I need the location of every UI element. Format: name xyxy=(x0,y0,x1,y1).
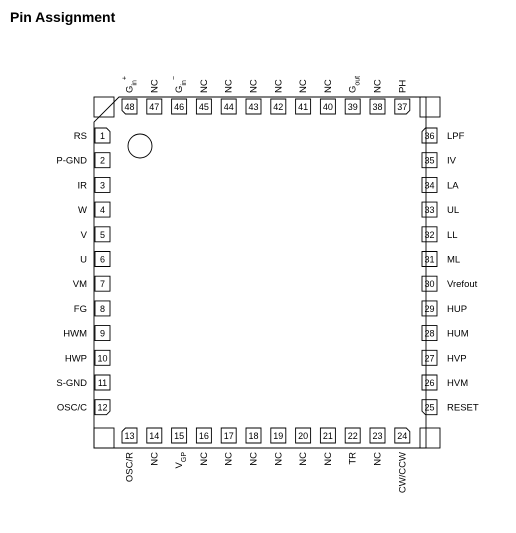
pin-label: OSC/R xyxy=(124,452,136,483)
pin-label: NC xyxy=(273,79,285,93)
pin-label: NC xyxy=(198,79,210,93)
pin-label: VM xyxy=(72,279,87,291)
pin-number: 41 xyxy=(298,102,309,112)
corner-square-top-left xyxy=(94,97,114,117)
pin-label: NC xyxy=(248,452,260,466)
pin-label: V xyxy=(80,229,87,241)
pin-number: 8 xyxy=(99,303,106,314)
pin-number: 40 xyxy=(322,102,333,112)
pin-name-part: G xyxy=(174,85,186,93)
pin-label xyxy=(348,76,362,93)
pin-label: PH xyxy=(397,79,409,93)
corner-square-bottom-right xyxy=(420,428,440,448)
pin-number: 4 xyxy=(99,205,106,216)
pin-number: 2 xyxy=(99,155,106,166)
pin-label: NC xyxy=(372,79,384,93)
pin-label: NC xyxy=(372,452,384,466)
pin-number: 28 xyxy=(424,328,435,339)
pin-label: NC xyxy=(322,452,334,466)
pin-label: HUM xyxy=(447,328,469,340)
pin-number: 38 xyxy=(372,102,383,112)
pin-number: 10 xyxy=(97,353,108,364)
pin-label: TR xyxy=(347,452,359,465)
pin-label: W xyxy=(78,205,87,217)
pin-number: 16 xyxy=(198,431,209,441)
pin-label: HUP xyxy=(447,303,468,315)
pin-number: 27 xyxy=(424,353,435,364)
pin-number: 44 xyxy=(223,102,234,112)
pin-name-part: V xyxy=(174,462,186,469)
pin-number: 35 xyxy=(424,155,435,166)
pin-number: 33 xyxy=(424,205,435,216)
pin-label: HVM xyxy=(447,378,469,389)
pin-number: 23 xyxy=(372,431,383,441)
pin-number: 34 xyxy=(424,180,435,191)
pin-number: 7 xyxy=(99,279,106,290)
pin-number: 6 xyxy=(99,254,106,265)
pin-label: CW/CCW xyxy=(397,452,409,494)
pin-name-part: G xyxy=(124,85,136,93)
pin-label: LL xyxy=(447,229,458,241)
pin-label: RS xyxy=(73,131,87,142)
pin-name-subscript: out xyxy=(354,75,362,86)
pin-label: S-GND xyxy=(56,378,87,389)
pin-label: HVP xyxy=(447,353,467,365)
pin-label: HWM xyxy=(63,328,87,340)
pin-number: 1 xyxy=(99,131,106,141)
pin-number: 9 xyxy=(99,328,106,339)
pin-number: 22 xyxy=(347,431,358,441)
pin-label: NC xyxy=(149,452,161,466)
pin-number: 42 xyxy=(273,102,284,112)
pin-number: 32 xyxy=(424,229,435,240)
corner-square-top-right xyxy=(420,97,440,117)
pin-label: NC xyxy=(322,79,334,93)
pin-number: 45 xyxy=(198,102,209,112)
pin-label: Vrefout xyxy=(447,279,478,291)
pin-number: 25 xyxy=(424,402,435,413)
pin-label: RESET xyxy=(447,402,479,414)
pin-label: LPF xyxy=(447,131,465,142)
pin-label xyxy=(171,76,188,93)
corner-square-bottom-left xyxy=(94,428,114,448)
pin-number: 46 xyxy=(174,102,185,112)
pin-number: 15 xyxy=(174,431,185,441)
pin-label: ML xyxy=(447,254,461,266)
pin-number: 13 xyxy=(124,431,135,441)
pin-number: 47 xyxy=(149,102,160,112)
pin-number: 29 xyxy=(424,303,435,314)
page-title: Pin Assignment xyxy=(10,9,116,25)
pin-label: LA xyxy=(447,180,459,192)
pin-label xyxy=(174,452,188,469)
pin-number: 14 xyxy=(149,431,160,441)
pin-label: UL xyxy=(447,205,460,217)
pin-label: OSC/C xyxy=(56,402,87,414)
pin-label: NC xyxy=(149,79,161,93)
pin-name-superscript: + xyxy=(121,76,129,81)
pin-label: NC xyxy=(223,79,235,93)
pin-number: 18 xyxy=(248,431,259,441)
pin-number: 31 xyxy=(424,254,435,265)
pin-number: 36 xyxy=(424,131,435,141)
pin-label: FG xyxy=(73,303,87,315)
pin-label: HWP xyxy=(64,353,87,365)
pin-label: NC xyxy=(198,452,210,466)
pin-name-subscript: in xyxy=(131,80,138,86)
pin-name-subscript: in xyxy=(180,80,188,86)
pin-number: 39 xyxy=(347,102,358,112)
pin-number: 5 xyxy=(99,229,106,240)
pin-label: NC xyxy=(298,79,310,93)
pin-label: P-GND xyxy=(56,155,87,167)
pin-number: 26 xyxy=(424,378,435,388)
pin-number: 24 xyxy=(397,431,408,441)
pin-name-part: G xyxy=(347,85,359,93)
pin-label: NC xyxy=(248,79,260,93)
pin-number: 12 xyxy=(97,402,108,413)
pin-name-superscript: − xyxy=(171,76,179,81)
pin-number: 30 xyxy=(424,279,435,290)
pin-number: 21 xyxy=(322,431,333,441)
pin-label xyxy=(122,76,139,93)
pin1-marker-circle xyxy=(128,134,152,158)
pin-label: IV xyxy=(447,155,456,167)
pin-number: 37 xyxy=(397,102,408,112)
pin-name-subscript: GP xyxy=(180,452,188,463)
pin-number: 19 xyxy=(273,431,284,441)
pin-number: 3 xyxy=(99,180,106,191)
pin-number: 48 xyxy=(124,102,135,112)
pin-number: 43 xyxy=(248,102,259,112)
pin-label: IR xyxy=(77,180,87,192)
pin-number: 17 xyxy=(223,431,234,441)
pin-label: NC xyxy=(223,452,235,466)
pin-label: NC xyxy=(273,452,285,466)
package-outline xyxy=(94,97,426,448)
pin-label: NC xyxy=(298,452,310,466)
pin-number: 20 xyxy=(298,431,309,441)
pin-number: 11 xyxy=(97,378,108,388)
pin-label: U xyxy=(80,254,87,266)
